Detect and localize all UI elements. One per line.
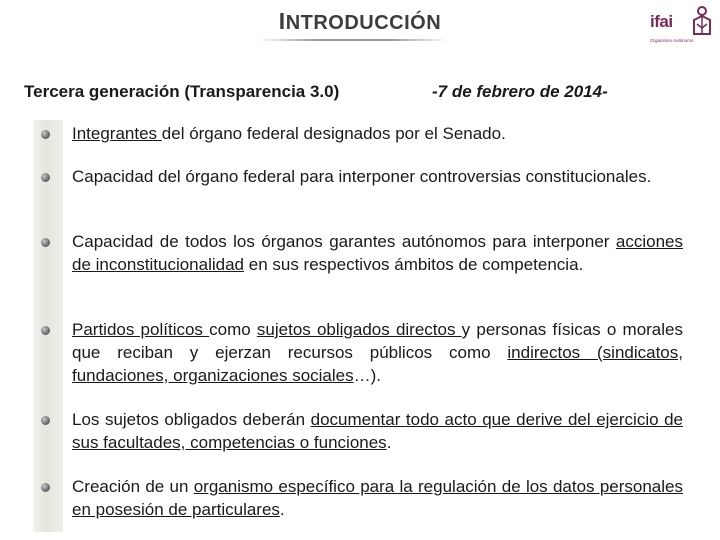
underlined-text: indirectos (sindicatos, fundaciones, organizaciones sociales (72, 343, 683, 385)
date: -7 de febrero de 2014- (432, 82, 608, 101)
title-initial: I (278, 8, 286, 34)
item-text: en sus respectivos ámbitos de competencia. (244, 255, 584, 274)
bullet-icon (41, 416, 50, 425)
item-text: Capacidad del órgano federal para interponer controversias constitucionales. (72, 167, 652, 186)
list-item (72, 408, 683, 454)
item-text: y personas físicas o morales que reciban y ejerzan recursos públicos como (72, 320, 683, 362)
list-item (72, 318, 683, 387)
item-text: Creación de un (72, 477, 194, 496)
list-item (72, 475, 683, 521)
title-rest: NTRODUCCIÓN (285, 12, 442, 34)
bullet-icon (41, 483, 50, 492)
logo-text: ifai (650, 12, 673, 31)
underlined-text: Partidos políticos (72, 320, 210, 339)
underlined-text: acciones de inconstitucionalidad (72, 232, 683, 274)
item-text: Capacidad de todos los órganos garantes autónomos para interponer (72, 232, 616, 251)
bullet-icon (41, 238, 50, 247)
item-text: …). (353, 366, 382, 385)
bullet-icon (41, 130, 50, 139)
item-text: . (279, 500, 285, 519)
underlined-text: sujetos obligados directos (256, 320, 462, 339)
logo-subtitle: Organismo Autónomo (650, 38, 694, 43)
bullet-icon (41, 326, 50, 335)
item-text: del órgano federal designados por el Senado. (161, 124, 506, 143)
subtitle: Tercera generación (Transparencia 3.0) (24, 82, 340, 101)
list-item (72, 230, 683, 276)
bullet-icon (41, 173, 50, 182)
item-text: Los sujetos obligados deberán (72, 410, 311, 429)
list-item (72, 122, 683, 145)
item-text: . (386, 433, 392, 452)
underlined-text: documentar todo acto que derive del ejercicio de sus facultades, competencias o funciones (72, 410, 683, 452)
underlined-text: Integrantes (72, 124, 162, 143)
list-item (72, 165, 683, 188)
item-text: como (209, 320, 257, 339)
underlined-text: organismo específico para la regulación de los datos personales en posesión de particulares (72, 477, 683, 519)
